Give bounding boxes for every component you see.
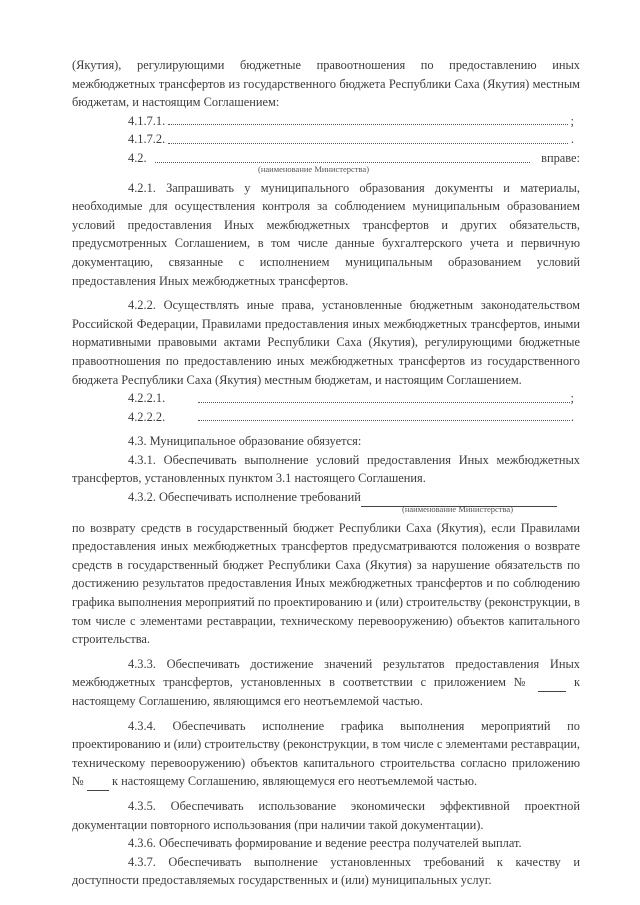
- text: к настоящему Соглашению, являющимся его неотъемлемой частью.: [72, 675, 580, 708]
- item-number: 4.2.2.2.: [128, 409, 166, 424]
- line-end: ;: [570, 391, 574, 406]
- paragraph-4-3-7: 4.3.7. Обеспечивать выполнение установленных требований к качеству и доступности предоставляемых государственных и (или) муниципальных услуг.: [72, 854, 580, 888]
- line-end: вправе:: [541, 150, 580, 165]
- line-end: .: [570, 409, 574, 424]
- line-end: ;: [570, 113, 574, 128]
- paragraph-4-3-3: [72, 655, 580, 711]
- blank-line: [168, 143, 568, 144]
- paragraph-4-3-6: 4.3.6. Обеспечивать формирование и ведение реестра получателей выплат.: [128, 836, 522, 851]
- blank-line: [198, 420, 570, 421]
- blank-line: [155, 162, 530, 163]
- text: 4.3.4. Обеспечивать исполнение графика выполнения мероприятий по проектированию и (или) строительству (реконструкции, в том числе с элементами реставрации, техническому перевооружению) объектов капитального строительства согласно приложению №: [72, 718, 580, 789]
- paragraph-4-3-2: по возврату средств в государственный бюджет Республики Саха (Якутия), если Правилами предоставления иных межбюджетных трансфертов предусматриваются положения о возврате средств в государственный бюджет Республики Саха (Якутия) за нарушение обязательств по достижению результатов предоставления Иных межбюджетных трансфертов и по соблюдению графика выполнения мероприятий по проектированию и (или) строительству (реконструкции, в том числе с элементами реставрации, техническому перевооружению) объектов капитального строительства.: [72, 520, 580, 647]
- text: 4.3.2. Обеспечивать исполнение требований: [128, 490, 361, 505]
- line-end: .: [570, 132, 574, 147]
- fill-line-4-1-7-1: [72, 112, 580, 131]
- text: к настоящему Соглашению, являющемуся его неотъемлемой частью.: [112, 774, 478, 789]
- paragraph-4-3: 4.3. Муниципальное образование обязуется:: [128, 434, 362, 449]
- fill-line-4-2-2-2: [72, 408, 580, 427]
- document-page: [72, 56, 580, 890]
- text: 4.3.3. Обеспечивать достижение значений результатов предоставления Иных межбюджетных трансфертов, установленных в соответствии с приложением №: [72, 656, 580, 690]
- paragraph-4-3-5: 4.3.5. Обеспечивать использование экономически эффективной проектной документации повторного использования (при наличии такой документации).: [72, 798, 580, 832]
- fill-line-4-2-2-1: [72, 389, 580, 408]
- blank-field: [87, 779, 109, 791]
- paragraph-4-2-2: 4.2.2. Осуществлять иные права, установленные бюджетным законодательством Российской Федерации, Правилами предоставления иных межбюджетных трансфертов, иными нормативными правовыми актами Республики Саха (Якутия), регулирующими бюджетные правоотношения по предоставлению иных межбюджетных трансфертов из государственного бюджета Республики Саха (Якутия) местным бюджетам, и настоящим Соглашением.: [72, 298, 580, 387]
- fill-line-4-1-7-2: [72, 130, 580, 149]
- blank-line: [198, 402, 570, 403]
- paragraph-4-2-1: 4.2.1. Запрашивать у муниципального образования документы и материалы, необходимые для осуществления контроля за соблюдением муниципальным образованием условий предоставления Иных межбюджетных трансфертов и других обязательств, предусмотренных Соглашением, в том числе данные бухгалтерского учета и первичную документацию, связанные с исполнением муниципальным образованием условий предоставления Иных межбюджетных трансфертов.: [72, 180, 580, 288]
- paragraph-intro: (Якутия), регулирующими бюджетные правоотношения по предоставлению иных межбюджетных трансфертов из государственного бюджета Республики Саха (Якутия) местным бюджетам, и настоящим Соглашением:: [72, 58, 580, 110]
- blank-field: [538, 680, 566, 692]
- paragraph-4-3-1: 4.3.1. Обеспечивать выполнение условий предоставления Иных межбюджетных трансфертов, установленных пунктом 3.1 настоящего Соглашения.: [72, 452, 580, 486]
- paragraph-4-3-4: [72, 717, 580, 791]
- item-number: 4.1.7.2.: [128, 132, 166, 147]
- item-number: 4.1.7.1.: [128, 113, 166, 128]
- caption-ministry: (наименование Министерства): [258, 163, 370, 174]
- paragraph-4-3-2-start: [72, 488, 580, 507]
- blank-line: [361, 494, 557, 507]
- blank-line: [168, 124, 568, 125]
- caption-ministry-2: (наименование Министерства): [402, 503, 514, 514]
- item-number: 4.2.2.1.: [128, 391, 166, 406]
- item-number: 4.2.: [128, 150, 147, 165]
- fill-line-4-2: [72, 149, 580, 168]
